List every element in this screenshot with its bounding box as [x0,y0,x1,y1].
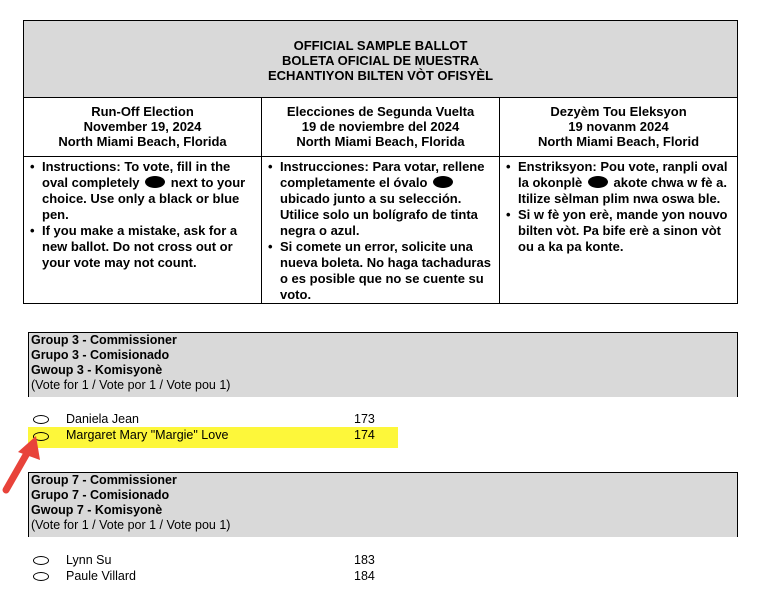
instructions-ht [500,157,738,304]
ballot-header-table [23,20,738,304]
filled-oval-icon [588,176,608,188]
candidate-row[interactable] [28,411,398,427]
race-title-es: Grupo 7 - Comisionado [31,488,170,502]
race-title-ht: Gwoup 3 - Komisyonè [31,363,163,377]
instruction-bullet: • If you make a mistake, ask for a new ballot. Do not cross out or your vote may not count. [42,223,255,271]
election-date: November 19, 2024 [83,119,202,134]
candidate-number: 184 [354,569,375,583]
instructions-es [262,157,500,304]
election-info-ht [500,98,738,157]
ballot-title-ht: ECHANTIYON BILTEN VÒT OFISYÈL [267,68,494,83]
filled-oval-icon [145,176,165,188]
race-vote-instruction: (Vote for 1 / Vote por 1 / Vote pou 1) [31,518,231,532]
ballot-title-es: BOLETA OFICIAL DE MUESTRA [282,53,479,68]
vote-oval-icon[interactable] [33,572,49,581]
election-place: North Miami Beach, Florida [296,134,465,149]
instruction-bullet: • Instrucciones: Para votar, rellene completamente el óvalo ubicado junto a su selección. Utilice solo un bolígrafo de tinta negra o azul. [280,159,493,239]
candidate-number: 174 [354,428,375,442]
election-date: 19 novanm 2024 [568,119,669,134]
election-name: Dezyèm Tou Eleksyon [550,104,687,119]
candidate-name: Daniela Jean [66,412,139,426]
ballot-title-en: OFFICIAL SAMPLE BALLOT [293,38,468,53]
candidate-number: 173 [354,412,375,426]
election-info-es [262,98,500,157]
instruction-bullet: • Si comete un error, solicite una nueva boleta. No haga tachaduras o es posible que no se cuente su voto. [280,239,493,303]
race-vote-instruction: (Vote for 1 / Vote por 1 / Vote pou 1) [31,378,231,392]
vote-oval-icon[interactable] [33,415,49,424]
instruction-bullet: • Instructions: To vote, fill in the oval completely next to your choice. Use only a black or blue pen. [42,159,255,223]
candidate-row-highlighted[interactable] [28,427,398,448]
race-header-group-7 [28,472,738,537]
election-info-en [24,98,262,157]
candidate-row[interactable] [28,568,398,584]
instruction-bullet: • Si w fè yon erè, mande yon nouvo bilten vòt. Pa bife erè a sinon vòt ou a ka pa konte. [518,207,731,255]
candidate-name: Lynn Su [66,553,112,567]
vote-oval-icon[interactable] [33,556,49,565]
instruction-bullet: • Enstriksyon: Pou vote, ranpli oval la okonplè akote chwa w fè a. Itilize sèlman plim nwa oswa ble. [518,159,731,207]
race-title-en: Group 3 - Commissioner [31,333,177,347]
race-title-en: Group 7 - Commissioner [31,473,177,487]
red-arrow-icon [0,432,50,502]
candidate-name: Paule Villard [66,569,136,583]
instructions-en [24,157,262,304]
election-name: Run-Off Election [91,104,194,119]
race-header-group-3 [28,332,738,397]
election-name: Elecciones de Segunda Vuelta [286,104,475,119]
candidate-number: 183 [354,553,375,567]
ballot-title-cell [24,21,738,98]
race-title-es: Grupo 3 - Comisionado [31,348,170,362]
election-place: North Miami Beach, Florida [58,134,227,149]
candidate-row[interactable] [28,552,398,568]
candidate-name: Margaret Mary "Margie" Love [66,428,229,442]
election-place: North Miami Beach, Florid [537,134,700,149]
filled-oval-icon [433,176,453,188]
election-date: 19 de noviembre del 2024 [301,119,460,134]
race-title-ht: Gwoup 7 - Komisyonè [31,503,163,517]
